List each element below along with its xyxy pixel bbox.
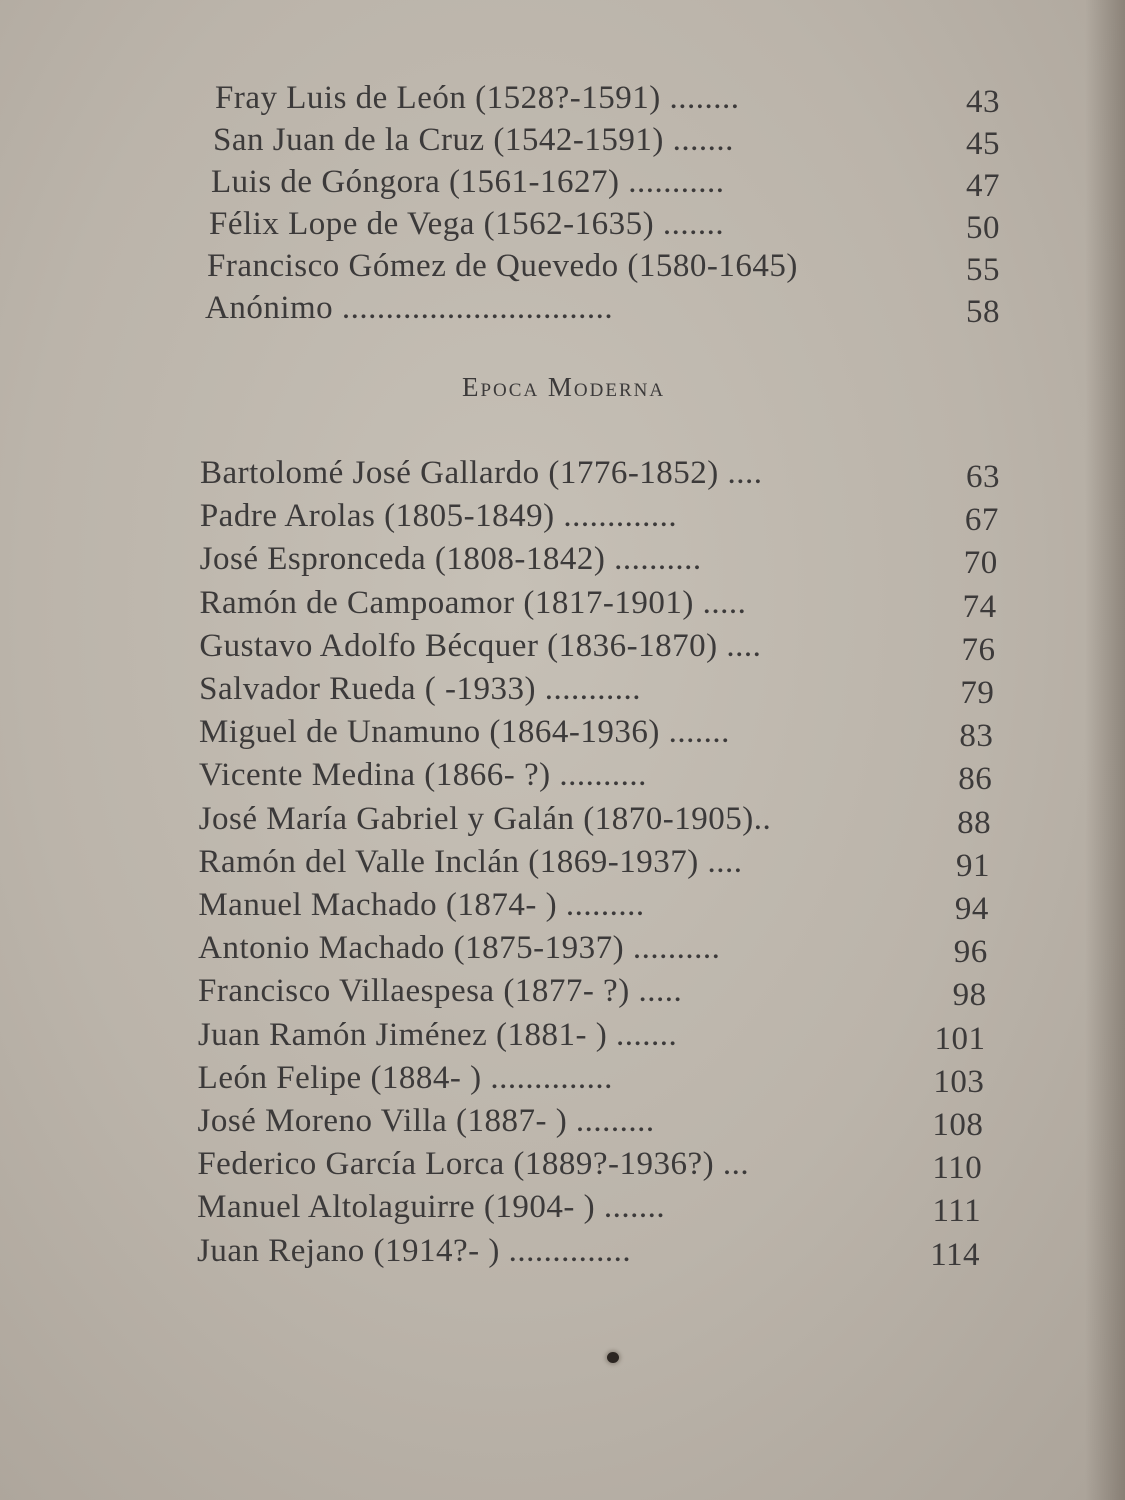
pinhole-mark — [607, 1352, 619, 1363]
toc-entry-title: José María Gabriel y Galán (1870-1905).. — [198, 800, 772, 837]
toc-entry — [207, 248, 1027, 288]
toc-entry — [197, 1146, 1017, 1186]
toc-entry — [198, 1060, 1018, 1100]
toc-entry-page-number: 111 — [932, 1193, 982, 1230]
toc-entry-page-number: 55 — [966, 252, 1000, 288]
toc-entry-title: León Felipe (1884- ) .............. — [197, 1059, 613, 1096]
section-heading: Epoca Moderna — [462, 372, 666, 402]
toc-entry-title: Federico García Lorca (1889?-1936?) ... — [197, 1146, 750, 1183]
toc-entry — [215, 80, 1035, 120]
toc-entry — [199, 671, 1019, 711]
toc-entry-page-number: 76 — [961, 631, 996, 668]
page-edge-shadow — [1085, 0, 1125, 1500]
toc-entry-title: Juan Rejano (1914?- ) .............. — [197, 1232, 632, 1269]
toc-entry-page-number: 94 — [954, 891, 989, 927]
toc-entry — [209, 206, 1029, 246]
toc-entry — [200, 541, 1020, 581]
toc-entry-title: José Moreno Villa (1887- ) ......... — [197, 1103, 655, 1139]
toc-entry-title: Francisco Gómez de Quevedo (1580-1645) — [207, 248, 798, 284]
toc-entry-page-number: 114 — [930, 1236, 980, 1273]
toc-entry — [198, 1103, 1018, 1143]
toc-entry-page-number: 67 — [964, 502, 999, 539]
toc-entry — [199, 714, 1019, 754]
toc-entry-page-number: 74 — [962, 588, 997, 625]
toc-entry — [197, 1189, 1017, 1229]
toc-entry-title: Juan Ramón Jiménez (1881- ) ....... — [197, 1016, 678, 1053]
toc-entry — [205, 290, 1025, 330]
toc-entry-title: Miguel de Unamuno (1864-1936) ....... — [199, 714, 730, 751]
toc-entry-title: Antonio Machado (1875-1937) .......... — [198, 930, 721, 967]
toc-entry-page-number: 98 — [952, 977, 987, 1014]
toc-entry-title: Ramón del Valle Inclán (1869-1937) .... — [198, 843, 743, 880]
toc-entry-page-number: 103 — [933, 1063, 985, 1100]
toc-entry — [199, 801, 1019, 841]
toc-entry — [198, 973, 1018, 1013]
toc-entry-page-number: 86 — [958, 761, 993, 798]
toc-entry-title: José Espronceda (1808-1842) .......... — [199, 541, 702, 578]
toc-entry-page-number: 96 — [953, 934, 988, 971]
toc-entry-page-number: 45 — [966, 126, 1000, 162]
toc-entry-page-number: 70 — [963, 545, 998, 582]
toc-entry — [213, 122, 1033, 162]
toc-entry — [200, 585, 1020, 625]
toc-entry-title: Manuel Machado (1874- ) ......... — [198, 887, 645, 923]
toc-entry-page-number: 50 — [966, 210, 1000, 246]
toc-entry-title: Francisco Villaespesa (1877- ?) ..... — [198, 973, 683, 1010]
toc-entry-title: Luis de Góngora (1561-1627) ........... — [211, 164, 725, 200]
toc-entry — [199, 628, 1019, 668]
toc-entry-title: Fray Luis de León (1528?-1591) ........ — [215, 80, 740, 116]
toc-entry-page-number: 108 — [932, 1107, 984, 1143]
toc-entry — [211, 164, 1031, 204]
toc-entry-page-number: 79 — [960, 675, 995, 711]
toc-entry — [199, 757, 1019, 797]
toc-entry — [197, 1233, 1017, 1273]
toc-entry-page-number: 83 — [959, 718, 994, 755]
toc-entry — [200, 455, 1020, 495]
toc-entry-title: Vicente Medina (1866- ?) .......... — [198, 757, 647, 794]
toc-entry-page-number: 88 — [957, 804, 992, 841]
toc-entry-title: Gustavo Adolfo Bécquer (1836-1870) .... — [199, 627, 762, 664]
toc-entry-page-number: 43 — [966, 84, 1000, 120]
toc-entry — [198, 930, 1018, 970]
toc-entry-page-number: 47 — [966, 168, 1000, 204]
toc-entry-title: San Juan de la Cruz (1542-1591) ....... — [213, 122, 734, 158]
toc-entry-page-number: 101 — [934, 1020, 986, 1057]
toc-entry — [200, 498, 1020, 538]
toc-entry-title: Bartolomé José Gallardo (1776-1852) .... — [200, 455, 763, 491]
toc-entry-title: Félix Lope de Vega (1562-1635) ....... — [209, 206, 725, 242]
toc-entry — [199, 844, 1019, 884]
toc-entry — [198, 1017, 1018, 1057]
toc-entry-title: Anónimo ............................... — [205, 290, 614, 326]
toc-entry-page-number: 58 — [966, 294, 1000, 330]
toc-entry-title: Salvador Rueda ( -1933) ........... — [199, 671, 641, 707]
toc-entry-page-number: 63 — [966, 459, 1000, 495]
toc-entry-page-number: 110 — [932, 1150, 983, 1187]
toc-entry-title: Ramón de Campoamor (1817-1901) ..... — [199, 584, 747, 621]
toc-entry-title: Padre Arolas (1805-1849) ............. — [199, 498, 678, 535]
toc-entry-title: Manuel Altolaguirre (1904- ) ....... — [197, 1189, 666, 1226]
toc-entry-page-number: 91 — [956, 847, 990, 884]
toc-entry — [198, 887, 1018, 927]
